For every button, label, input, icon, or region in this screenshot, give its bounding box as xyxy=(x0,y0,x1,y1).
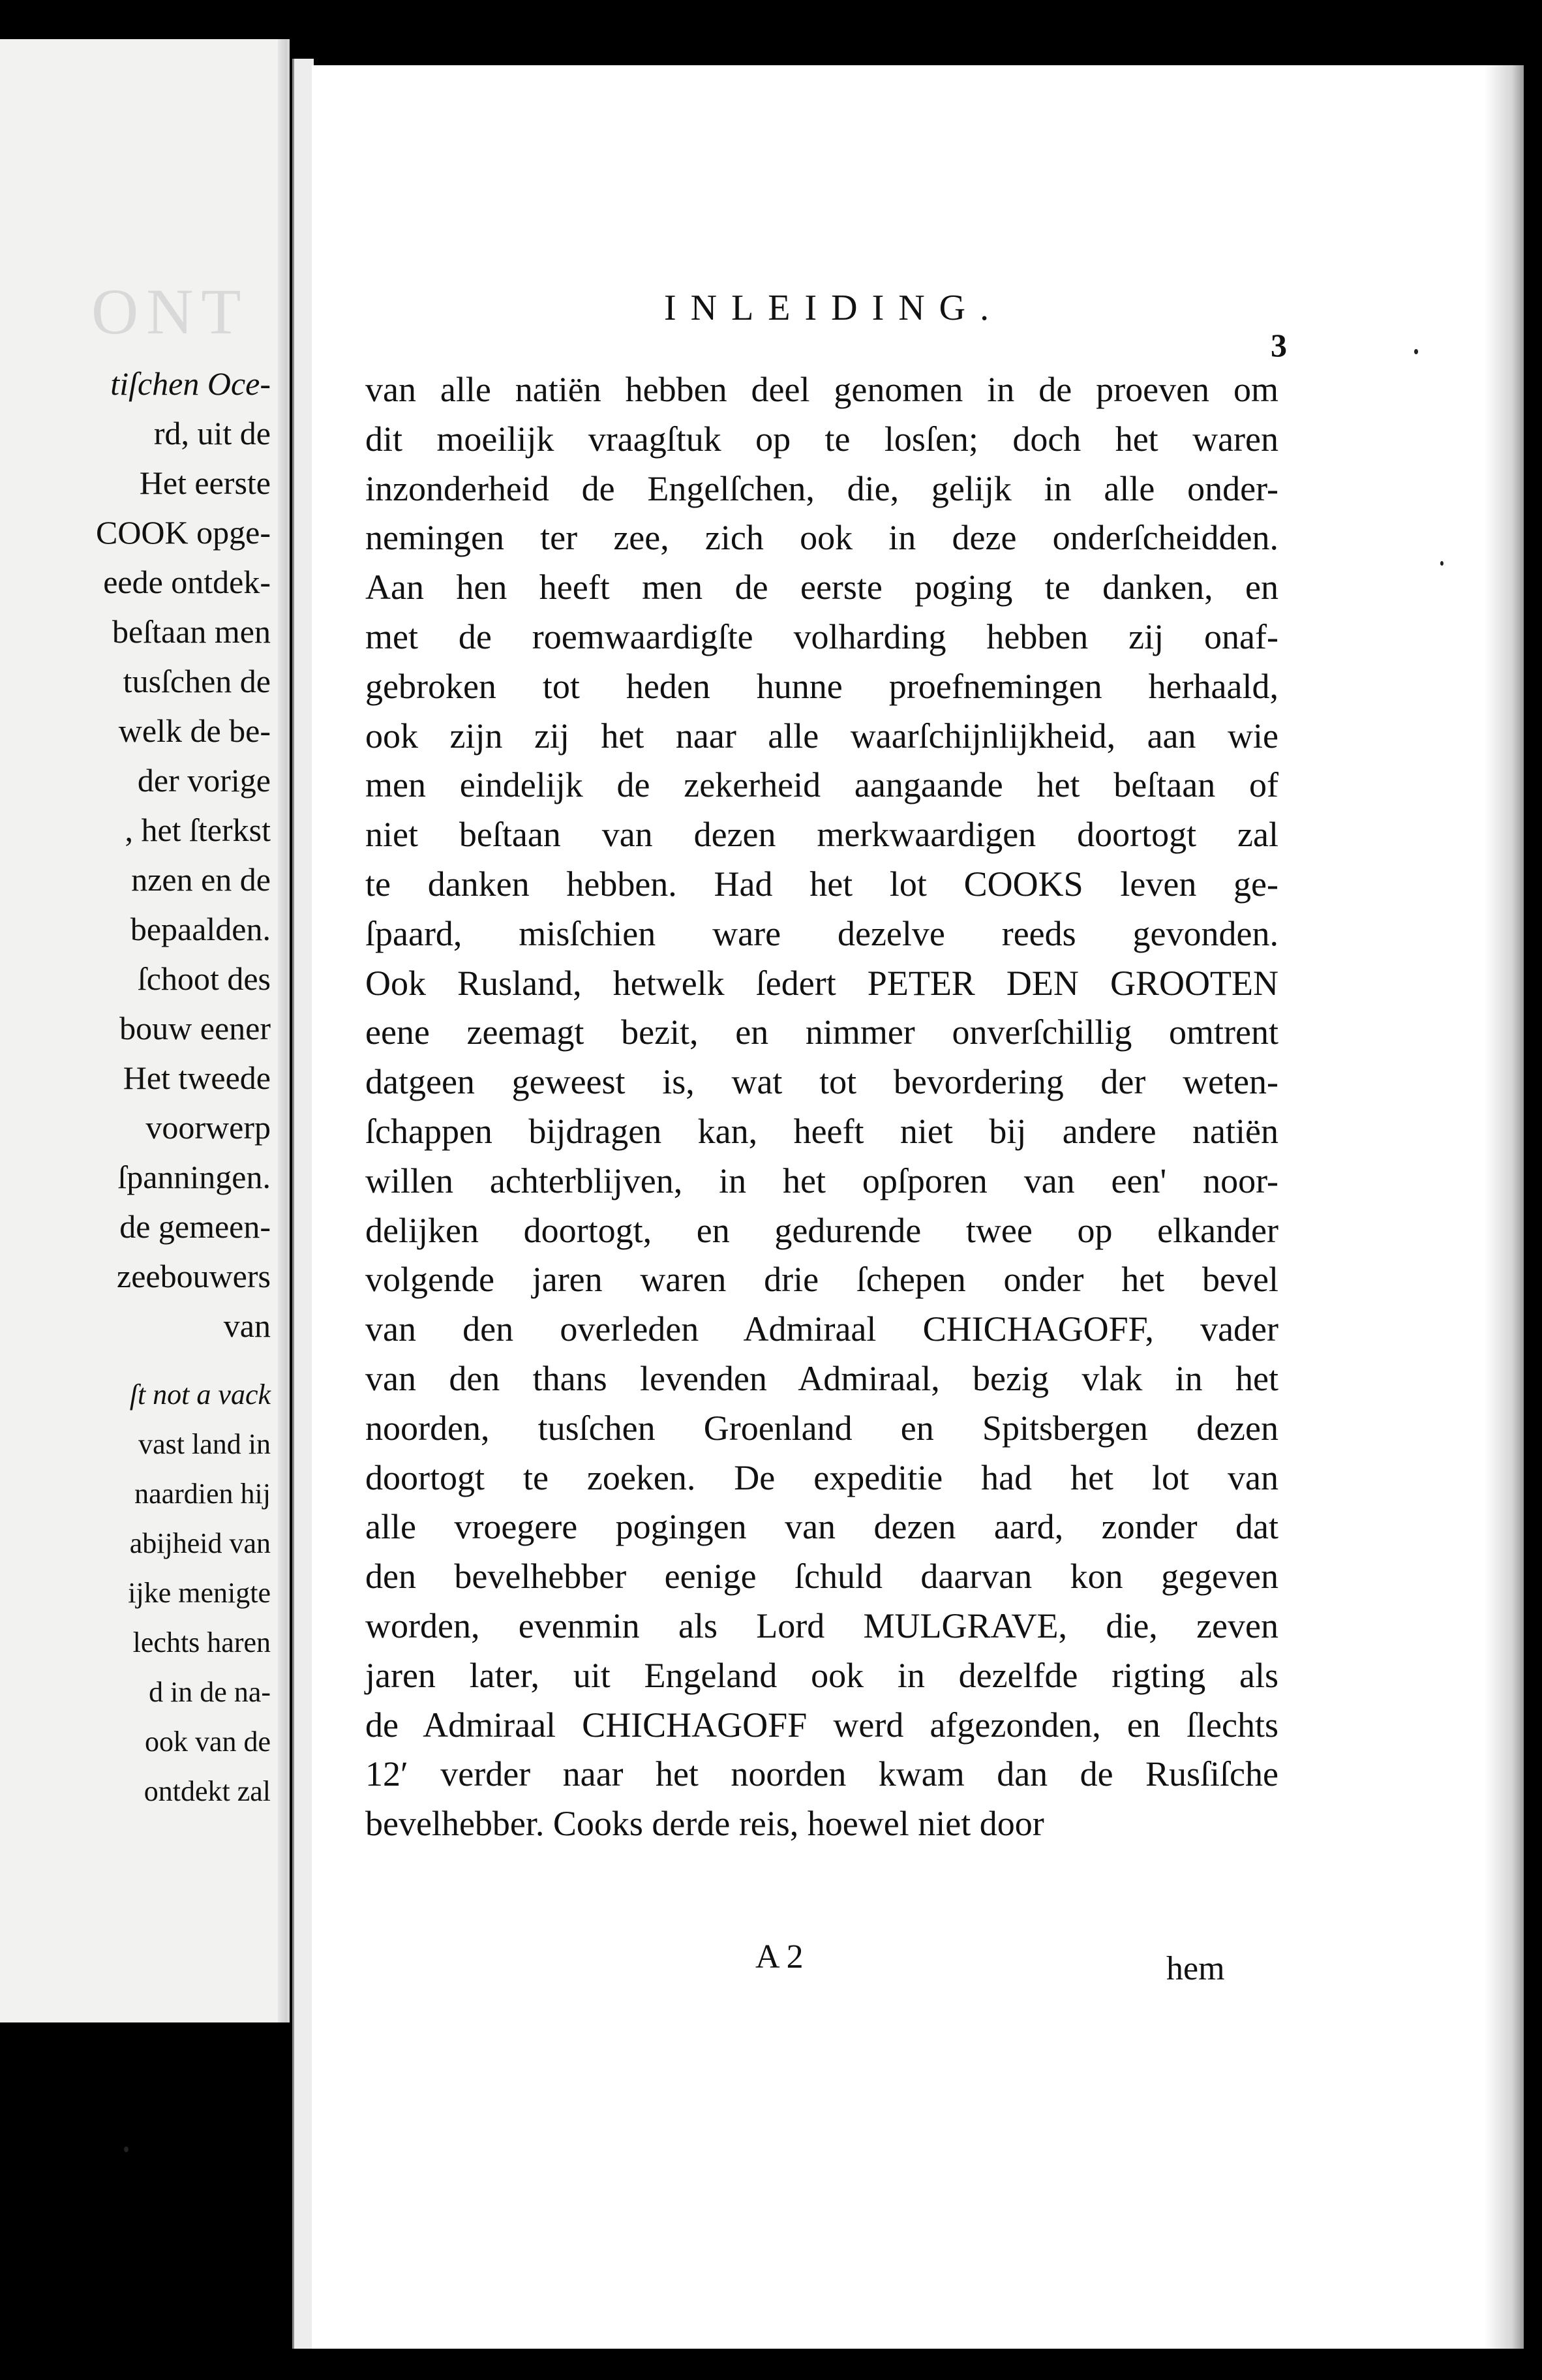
text-line: datgeen geweest is, wat tot bevordering der weten- xyxy=(365,1062,1278,1102)
text-line: ook zijn zij het naar alle waarſchijnlijkheid, aan wie xyxy=(365,716,1278,755)
text-line: van alle natiën hebben deel genomen in de proeven om xyxy=(365,370,1278,409)
left-footnote-line: lechts haren xyxy=(132,1626,271,1658)
text-line: van den thans levenden Admiraal, bezig vlak in het xyxy=(365,1358,1278,1398)
left-line: beſtaan men xyxy=(112,613,271,650)
left-page-gutter xyxy=(278,39,287,2022)
text-line: bevelhebber. Cooks derde reis, hoewel niet door xyxy=(365,1804,1044,1844)
text-line: noorden, tusſchen Groenland en Spitsbergen dezen xyxy=(365,1408,1278,1448)
text-line: Aan hen heeft men de eerste poging te danken, en xyxy=(365,568,1278,607)
book-gutter-edge xyxy=(292,59,314,2349)
text-line: Ook Rusland, hetwelk ſedert PETER DEN GROOTEN xyxy=(365,963,1278,1003)
text-line: jaren later, uit Engeland ook in dezelfde rigting als xyxy=(365,1655,1278,1695)
text-line: gebroken tot heden hunne proefnemingen herhaald, xyxy=(365,666,1278,706)
left-line: ſpanningen. xyxy=(117,1159,271,1195)
ink-speck xyxy=(124,2146,128,2152)
left-line: COOK opge- xyxy=(95,514,271,551)
left-line: ſchoot des xyxy=(137,960,271,997)
left-footnote-line: ijke menigte xyxy=(128,1577,271,1609)
left-line: bouw eener xyxy=(119,1010,271,1046)
text-line: de Admiraal CHICHAGOFF werd afgezonden, en ſlechts xyxy=(365,1705,1278,1745)
catchword: hem xyxy=(1166,1950,1225,1987)
text-line: eene zeemagt bezit, en nimmer onverſchillig omtrent xyxy=(365,1013,1278,1052)
text-line: niet beſtaan van dezen merkwaardigen doortogt zal xyxy=(365,815,1278,855)
left-footnote-line: abijheid van xyxy=(129,1527,271,1559)
text-line: volgende jaren waren drie ſchepen onder het bevel xyxy=(365,1260,1278,1300)
text-line: delijken doortogt, en gedurende twee op elkander xyxy=(365,1210,1278,1250)
right-page xyxy=(312,65,1524,2349)
left-line: eede ontdek- xyxy=(103,564,271,600)
left-page-text xyxy=(0,359,271,1816)
left-footnote-line: ontdekt zal xyxy=(144,1775,271,1807)
left-line: de gemeen- xyxy=(119,1208,271,1245)
left-line: bepaalden. xyxy=(130,911,271,947)
text-line: van den overleden Admiraal CHICHAGOFF, vader xyxy=(365,1309,1278,1349)
text-line: ſchappen bijdragen kan, heeft niet bij andere natiën xyxy=(365,1111,1278,1151)
left-line: Het eerste xyxy=(139,465,271,501)
left-footnote-line: ſt not a vack xyxy=(129,1379,271,1411)
text-line: alle vroegere pogingen van dezen aard, zonder dat xyxy=(365,1507,1278,1547)
left-line: welk de be- xyxy=(118,712,271,749)
left-page xyxy=(0,39,290,2022)
left-line: tiſchen Oce- xyxy=(110,365,271,402)
text-line: den bevelhebber eenige ſchuld daarvan kon gegeven xyxy=(365,1557,1278,1596)
left-line: nzen en de xyxy=(131,861,271,898)
signature-mark: A 2 xyxy=(755,1938,804,1976)
left-line: rd, uit de xyxy=(153,415,271,451)
running-head: INLEIDING. xyxy=(664,288,1004,328)
text-line: dit moeilijk vraagſtuk op te losſen; doch het waren xyxy=(365,419,1278,459)
ink-speck xyxy=(1414,349,1418,354)
left-line: van xyxy=(223,1307,271,1344)
left-footnote-line: ook van de xyxy=(144,1726,271,1758)
text-line: met de roemwaardigſte volharding hebben zij onaf- xyxy=(365,617,1278,656)
left-line: voorwerp xyxy=(145,1109,271,1146)
left-line: tusſchen de xyxy=(123,663,271,699)
text-line: te danken hebben. Had het lot COOKS leven ge- xyxy=(365,864,1278,904)
left-footnote-line: d in de na- xyxy=(149,1676,271,1708)
left-line: der vorige xyxy=(137,762,271,799)
page-number: 3 xyxy=(1271,327,1287,363)
text-line: worden, evenmin als Lord MULGRAVE, die, zeven xyxy=(365,1606,1278,1645)
left-line: Het tweede xyxy=(123,1060,271,1096)
left-faint-heading: ONT xyxy=(91,275,249,348)
text-line: men eindelijk de zekerheid aangaande het beſtaan of xyxy=(365,765,1278,805)
body-text xyxy=(365,365,1278,1849)
right-page-edge-shadow xyxy=(1485,65,1524,2349)
left-footnote-line: naardien hij xyxy=(134,1478,271,1510)
left-footnote-line: vast land in xyxy=(138,1428,271,1460)
text-line: inzonderheid de Engelſchen, die, gelijk in alle onder- xyxy=(365,468,1278,508)
text-line: 12′ verder naar het noorden kwam dan de Rusſiſche xyxy=(365,1754,1278,1794)
left-line: zeebouwers xyxy=(117,1258,271,1294)
text-line: nemingen ter zee, zich ook in deze onderſcheidden. xyxy=(365,518,1278,558)
text-line: ſpaard, misſchien ware dezelve reeds gevonden. xyxy=(365,913,1278,953)
text-line: willen achterblijven, in het opſporen van een' noor- xyxy=(365,1161,1278,1200)
left-line: , het ſterkst xyxy=(125,812,271,848)
text-line: doortogt te zoeken. De expeditie had het lot van xyxy=(365,1457,1278,1497)
ink-speck xyxy=(1440,561,1444,566)
